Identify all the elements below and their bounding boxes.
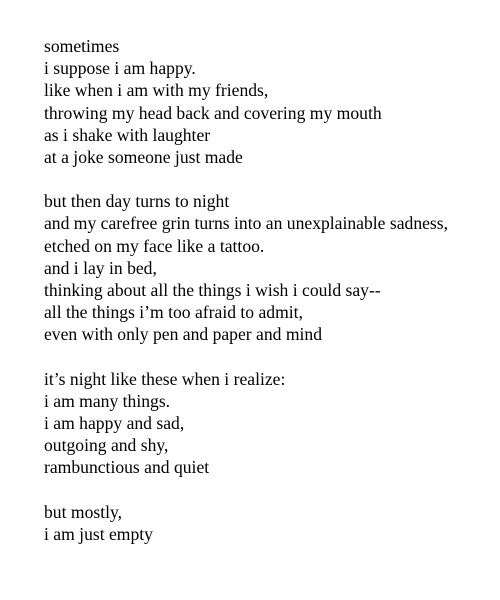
poem-line: i am happy and sad, [44, 413, 185, 434]
poem-line: and my carefree grin turns into an unexplainable sadness, [44, 213, 449, 234]
poem-line: as i shake with laughter [44, 124, 211, 145]
poem-line: but mostly, [44, 501, 123, 522]
poem-line: but then day turns to night [44, 191, 230, 212]
poem-line: throwing my head back and covering my mouth [44, 102, 382, 123]
stanza-2 [44, 190, 494, 345]
poem-line: all the things i’m too afraid to admit, [44, 302, 303, 323]
poem-line: etched on my face like a tattoo. [44, 235, 265, 256]
poem-line: sometimes [44, 36, 120, 56]
poem-line: outgoing and shy, [44, 435, 169, 456]
poem-line: even with only pen and paper and mind [44, 324, 323, 345]
poem-line: rambunctious and quiet [44, 457, 210, 478]
poem-line: i suppose i am happy. [44, 58, 196, 79]
stanza-3 [44, 368, 494, 479]
poem-line: and i lay in bed, [44, 257, 157, 278]
poem-line: at a joke someone just made [44, 147, 243, 168]
stanza-1 [44, 35, 494, 168]
stanza-4 [44, 501, 494, 545]
poem-line: like when i am with my friends, [44, 80, 269, 101]
poem-line: i am many things. [44, 390, 171, 411]
poem-text [44, 35, 494, 567]
poem-line: i am just empty [44, 523, 153, 544]
poem-line: thinking about all the things i wish i could say-- [44, 280, 381, 301]
poem-line: it’s night like these when i realize: [44, 368, 286, 389]
